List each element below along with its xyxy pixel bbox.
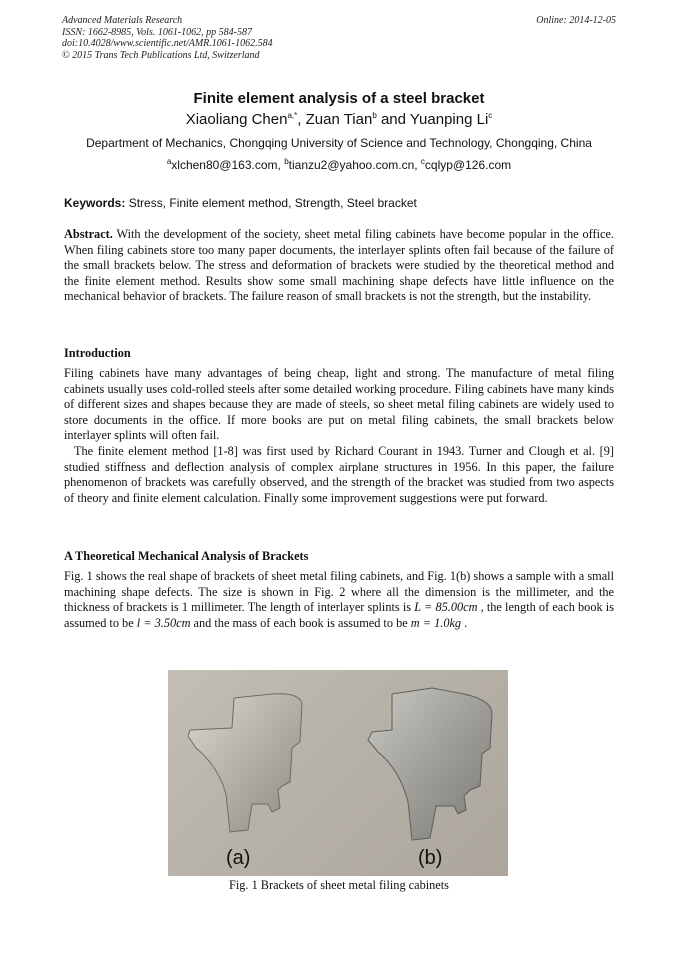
affiliation: Department of Mechanics, Chongqing University of Science and Technology, Chongqing, China [86,136,592,150]
introduction-paragraph-2: The finite element method [1-8] was first used by Richard Courant in 1943. Turner and Clough et al. [9] studied stiffness and deflection analysis of complex airplane structures in 1956. In this paper, the failure phenomenon of brackets was carefully observed, and the strength of the bracket was studied from two aspects of theory and finite element calculation. Finally some improvement suggestions were put forward. [64,444,614,505]
figure-1-photo [168,670,508,876]
email-a[interactable]: xlchen80@163.com [171,158,278,172]
email-a-sup: a [166,157,172,166]
email-list: $^a$xlchen80@163.com, $^b$tianzu2@yahoo.com.cn, $^c$cqlyp@126.com [166,157,512,172]
figure-label-a: (a) [226,847,251,869]
bracket-b-shape [368,688,492,840]
introduction-heading: Introduction [64,346,131,360]
bracket-photo-svg [168,670,508,876]
equation-length-book: l = 3.50cm [136,615,191,630]
keywords-text: Stress, Finite element method, Strength, Steel bracket [125,196,417,210]
abstract-label: Abstract. [64,227,113,241]
author-1: Xiaoliang Chen [185,111,288,128]
keywords-label: Keywords: [64,196,126,210]
author-3-sup: c [488,111,493,120]
author-3: Yuanping Li [409,111,489,128]
author-sep-2: and [376,111,410,128]
equation-mass-book: m = 1.0kg [410,615,462,630]
theory-text-c: and the mass of each book is assumed to be [190,615,411,630]
abstract-text: With the development of the society, sheet metal filing cabinets have become popular in the office. When filing cabinets store too many paper documents, the interlayer splints often fail because of the failure of the small brackets below. The stress and deformation of brackets were studied by the theoretical method and the finite element method. Results show some small machining shape defects have little influence on the mechanical behavior of brackets. The failure reason of small brackets is not the strength, but the instability. [64,227,614,304]
doi-line: doi:10.4028/www.scientific.net/AMR.1061-1062.584 [62,38,273,49]
introduction-paragraph-1: Filing cabinets have many advantages of being cheap, light and strong. The manufacture of metal filing cabinets usually uses cold-rolled steels after some detailed working procedure. Filing cabinets have many kinds of different sizes and shapes because they are made of steels, so sheet metal filing cabinets are widely used to store documents in the office. If more books are put on metal filing cabinets, the small brackets below interlayer splints will often fail. [64,366,614,443]
bracket-a-shape [188,694,302,832]
figure-1-caption: Fig. 1 Brackets of sheet metal filing cabinets [229,878,449,892]
theory-heading: A Theoretical Mechanical Analysis of Brackets [64,549,309,563]
author-list [40,110,638,129]
online-date: Online: 2014-12-05 [536,15,616,26]
theory-paragraph-1 [64,569,614,631]
copyright-line: © 2015 Trans Tech Publications Ltd, Switzerland [62,49,260,61]
paper-title: Finite element analysis of a steel bracket [193,90,485,107]
journal-header [62,15,273,61]
author-2-sup: b [372,111,377,120]
email-b[interactable]: tianzu2@yahoo.com.cn [288,158,415,172]
theory-text-b: , the length of each book is assumed to be [64,600,614,630]
email-c-sup: c [420,157,425,166]
author-1-sup: a,* [287,111,298,120]
title-block [40,90,638,173]
equation-length-splint: L = 85.00cm [414,600,478,615]
author-2: Zuan Tian [305,111,373,128]
author-sep-1: , [297,111,306,128]
email-b-sup: b [284,157,289,166]
issn-line: ISSN: 1662-8985, Vols. 1061-1062, pp 584-587 [62,26,252,38]
email-c[interactable]: cqlyp@126.com [424,158,512,172]
theory-text-a: Fig. 1 shows the real shape of brackets of sheet metal filing cabinets, and Fig. 1(b) shows a sample with a small machining shape defects. The size is shown in Fig. 2 where all the dimension is the millimeter, and the thickness of brackets is 1 millimeter. The length of interlayer splints is [64,569,614,615]
journal-name: Advanced Materials Research [62,15,183,26]
keywords [64,196,616,210]
figure-label-b: (b) [418,847,443,869]
abstract [64,227,614,305]
theory-text-d: . [461,615,468,630]
